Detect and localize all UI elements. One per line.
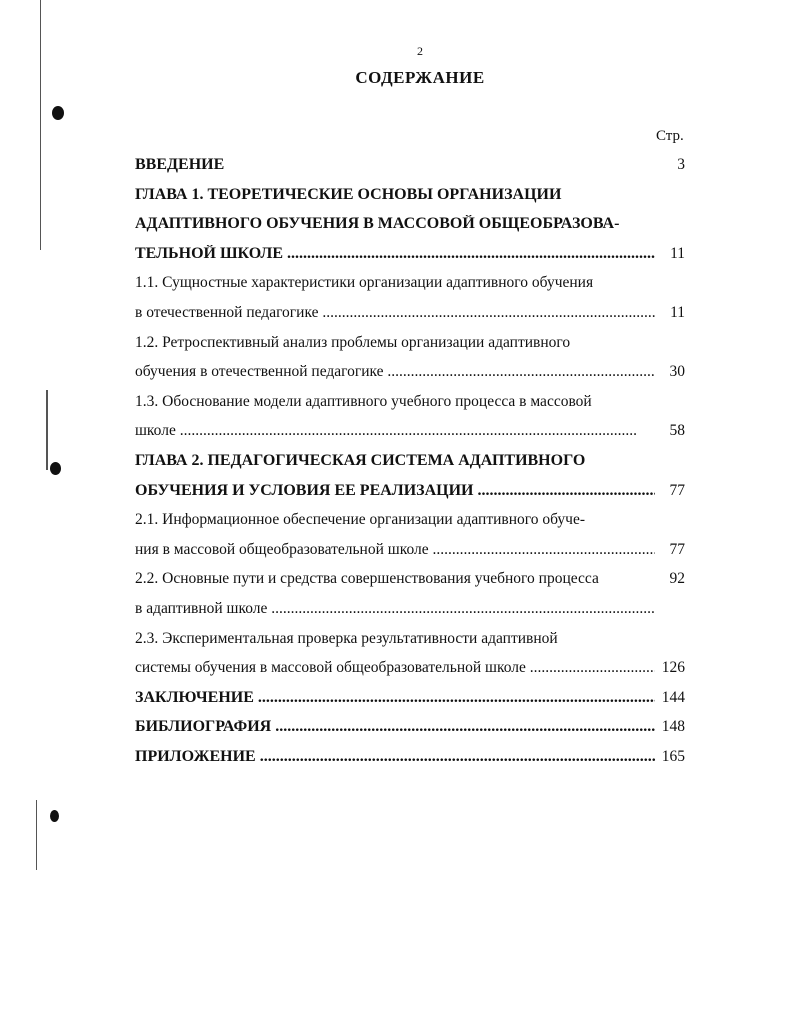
toc-page-number: 77 xyxy=(669,481,685,499)
toc-entry-text: в отечественной педагогике ..... xyxy=(135,304,655,322)
toc-entry-text: 1.2. Ретроспективный анализ проблемы организации адаптивного xyxy=(135,333,571,351)
toc-entry[interactable] xyxy=(135,570,685,629)
toc-entry-text: 2.2. Основные пути и средства совершенствования учебного процесса xyxy=(135,570,599,588)
toc-entry-text: 2.1. Информационное обеспечение организации адаптивного обуче- xyxy=(135,511,585,529)
toc-page-number: 92 xyxy=(669,570,685,588)
toc-entry-text: ния в массовой общеобразовательной школе ..... xyxy=(135,541,655,559)
page-number: 2 xyxy=(417,44,423,58)
toc-entry[interactable] xyxy=(135,630,685,689)
toc-entry-text: системы обучения в массовой общеобразовательной школе ..... xyxy=(135,659,655,677)
toc-entry-text: 1.3. Обоснование модели адаптивного учебного процесса в массовой xyxy=(135,392,592,410)
toc-entry-text: ПРИЛОЖЕНИЕ ..... xyxy=(135,748,655,766)
toc-entry[interactable] xyxy=(135,718,685,748)
toc-entry[interactable] xyxy=(135,393,685,452)
toc-entry[interactable] xyxy=(135,452,685,511)
toc-page-number: 11 xyxy=(670,303,685,321)
toc-entry-text: обучения в отечественной педагогике ..... xyxy=(135,363,655,381)
toc-entry-text: ТЕЛЬНОЙ ШКОЛЕ ..... xyxy=(135,245,655,263)
scan-margin-line xyxy=(36,800,37,870)
toc-page-number: 126 xyxy=(661,659,685,677)
toc-page-number: 58 xyxy=(669,422,685,440)
scan-blob xyxy=(50,810,59,822)
toc-entry[interactable] xyxy=(135,186,685,275)
toc-page-number: 3 xyxy=(677,156,685,173)
scan-margin-line xyxy=(40,0,41,250)
toc-entry-text: ГЛАВА 1. ТЕОРЕТИЧЕСКИЕ ОСНОВЫ ОРГАНИЗАЦИИ xyxy=(135,185,562,203)
toc-entry-text: ВВЕДЕНИЕ xyxy=(135,156,225,173)
toc-entry[interactable] xyxy=(135,334,685,393)
toc-entry-text: АДАПТИВНОГО ОБУЧЕНИЯ В МАССОВОЙ ОБЩЕОБРАЗОВА- xyxy=(135,215,620,233)
scan-margin-line xyxy=(46,390,48,470)
toc-entry[interactable] xyxy=(135,511,685,570)
page-column-label: Стр. xyxy=(656,128,684,144)
toc-page-number: 30 xyxy=(669,363,685,381)
toc-entry-text: 2.3. Экспериментальная проверка результативности адаптивной xyxy=(135,629,558,647)
toc-page-number: 144 xyxy=(661,688,685,706)
scan-blob xyxy=(50,462,61,475)
toc-page-number: 77 xyxy=(669,540,685,558)
toc-entry-text: школе ..... xyxy=(135,422,655,440)
toc-entry-text: БИБЛИОГРАФИЯ ..... xyxy=(135,718,655,736)
toc-entry-text: ЗАКЛЮЧЕНИЕ ..... xyxy=(135,689,655,707)
toc-page-number: 148 xyxy=(661,718,685,736)
toc-page-number: 165 xyxy=(661,748,685,765)
toc-page-number: 11 xyxy=(670,244,685,262)
toc-entry[interactable] xyxy=(135,689,685,719)
page-title: СОДЕРЖАНИЕ xyxy=(355,68,485,87)
toc-entry-text: в адаптивной школе ..... xyxy=(135,600,655,618)
toc-entry[interactable] xyxy=(135,748,685,778)
toc-entry-text: ОБУЧЕНИЯ И УСЛОВИЯ ЕЕ РЕАЛИЗАЦИИ ..... xyxy=(135,482,655,500)
scan-blob xyxy=(52,106,64,120)
toc-entry-text: ГЛАВА 2. ПЕДАГОГИЧЕСКАЯ СИСТЕМА АДАПТИВНОГО xyxy=(135,452,586,469)
toc-entry[interactable] xyxy=(135,156,685,186)
toc-entry-text: 1.1. Сущностные характеристики организации адаптивного обучения xyxy=(135,274,594,292)
toc-entry[interactable] xyxy=(135,274,685,333)
